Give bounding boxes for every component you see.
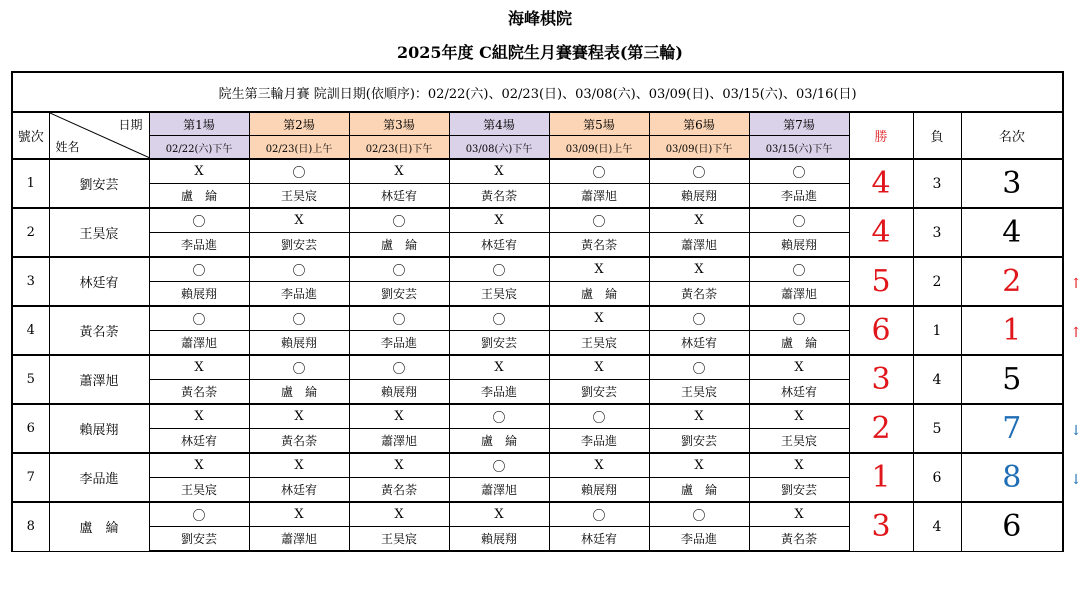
opponent-name: 王昊宸 (449, 282, 549, 307)
opponent-name: 李品進 (649, 527, 749, 552)
wins-count: 3 (849, 502, 913, 551)
result-mark: 〇 (749, 159, 849, 184)
arrow-up-icon: ↑ (1070, 276, 1082, 292)
round-label-6: 第6場 (649, 112, 749, 136)
round-date-1: 02/22(六)下午 (149, 136, 249, 160)
player-number: 4 (12, 306, 49, 355)
opponent-name: 黃名荼 (349, 478, 449, 503)
result-mark: X (649, 208, 749, 233)
opponent-name: 蕭澤旭 (349, 429, 449, 454)
opponent-name: 劉安芸 (149, 527, 249, 552)
opponent-name: 盧 綸 (149, 184, 249, 209)
opponent-name: 王昊宸 (149, 478, 249, 503)
round-date-6: 03/09(日)下午 (649, 136, 749, 160)
opponent-name: 王昊宸 (749, 429, 849, 454)
player-name: 李品進 (49, 453, 149, 502)
rank-value: 5 (961, 355, 1063, 404)
opponent-name: 李品進 (149, 233, 249, 258)
wins-count: 6 (849, 306, 913, 355)
wins-count: 2 (849, 404, 913, 453)
opponent-name: 黃名荼 (449, 184, 549, 209)
opponent-name: 王昊宸 (349, 527, 449, 552)
player-row-4 (12, 306, 1063, 331)
round-label-5: 第5場 (549, 112, 649, 136)
player-number: 5 (12, 355, 49, 404)
player-row-5 (12, 355, 1063, 380)
result-mark: X (649, 453, 749, 478)
info-cell: 院生第三輪月賽 院訓日期(依順序)：02/22(六)、02/23(日)、03/08(六)、03/09(日)、03/15(六)、03/16(日) (12, 72, 1063, 112)
result-mark: 〇 (249, 159, 349, 184)
result-mark: X (449, 159, 549, 184)
rank-value: 8 (961, 453, 1063, 502)
result-mark: X (449, 355, 549, 380)
result-mark: X (149, 404, 249, 429)
name-header-label: 姓名 (55, 140, 80, 154)
result-mark: X (749, 404, 849, 429)
result-mark: 〇 (549, 159, 649, 184)
wins-count: 4 (849, 159, 913, 208)
opponent-name: 賴展翔 (749, 233, 849, 258)
opponent-name: 李品進 (349, 331, 449, 356)
opponent-name: 蕭澤旭 (549, 184, 649, 209)
result-mark: X (349, 159, 449, 184)
opponent-name: 蕭澤旭 (249, 527, 349, 552)
opponent-name: 李品進 (249, 282, 349, 307)
result-mark: X (349, 502, 449, 527)
result-mark: 〇 (649, 355, 749, 380)
opponent-name: 黃名荼 (649, 282, 749, 307)
result-mark: 〇 (449, 453, 549, 478)
opponent-name: 蕭澤旭 (749, 282, 849, 307)
result-mark: 〇 (349, 257, 449, 282)
player-row-3 (12, 257, 1063, 282)
opponent-name: 劉安芸 (349, 282, 449, 307)
result-mark: 〇 (449, 306, 549, 331)
result-mark: 〇 (149, 257, 249, 282)
win-header: 勝 (849, 112, 913, 159)
round-date-4: 03/08(六)下午 (449, 136, 549, 160)
opponent-name: 李品進 (749, 184, 849, 209)
result-mark: 〇 (449, 257, 549, 282)
opponent-name: 蕭澤旭 (649, 233, 749, 258)
opponent-name: 林廷宥 (749, 380, 849, 405)
opponent-name: 李品進 (549, 429, 649, 454)
result-mark: 〇 (549, 208, 649, 233)
wins-count: 5 (849, 257, 913, 306)
round-date-7: 03/15(六)下午 (749, 136, 849, 160)
player-name: 賴展翔 (49, 404, 149, 453)
wins-count: 4 (849, 208, 913, 257)
result-mark: 〇 (249, 355, 349, 380)
round-label-1: 第1場 (149, 112, 249, 136)
rank-value: 2 (961, 257, 1063, 306)
wins-count: 3 (849, 355, 913, 404)
opponent-name: 劉安芸 (749, 478, 849, 503)
opponent-name: 林廷宥 (149, 429, 249, 454)
rank-value: 1 (961, 306, 1063, 355)
result-mark: X (449, 208, 549, 233)
player-row-7 (12, 453, 1063, 478)
losses-count: 2 (913, 257, 961, 306)
round-label-2: 第2場 (249, 112, 349, 136)
result-mark: 〇 (649, 502, 749, 527)
arrow-up-icon: ↑ (1070, 325, 1082, 341)
result-mark: 〇 (749, 306, 849, 331)
opponent-name: 盧 綸 (749, 331, 849, 356)
opponent-name: 劉安芸 (649, 429, 749, 454)
opponent-name: 盧 綸 (649, 478, 749, 503)
player-number: 3 (12, 257, 49, 306)
result-mark: 〇 (249, 306, 349, 331)
rank-value: 3 (961, 159, 1063, 208)
opponent-name: 黃名荼 (149, 380, 249, 405)
player-name: 黃名荼 (49, 306, 149, 355)
player-row-1 (12, 159, 1063, 184)
opponent-name: 賴展翔 (349, 380, 449, 405)
opponent-name: 李品進 (449, 380, 549, 405)
round-date-2: 02/23(日)上午 (249, 136, 349, 160)
result-mark: X (149, 453, 249, 478)
opponent-name: 王昊宸 (649, 380, 749, 405)
result-mark: 〇 (349, 355, 449, 380)
no-header: 號次 (12, 112, 49, 159)
player-name: 王昊宸 (49, 208, 149, 257)
losses-count: 6 (913, 453, 961, 502)
opponent-name: 黃名荼 (549, 233, 649, 258)
opponent-name: 劉安芸 (549, 380, 649, 405)
result-mark: 〇 (549, 404, 649, 429)
opponent-name: 賴展翔 (449, 527, 549, 552)
result-mark: X (649, 257, 749, 282)
result-mark: 〇 (349, 208, 449, 233)
player-row-2 (12, 208, 1063, 233)
player-row-8 (12, 502, 1063, 527)
player-number: 1 (12, 159, 49, 208)
player-name: 盧 綸 (49, 502, 149, 551)
schedule-table (11, 71, 1064, 552)
player-number: 2 (12, 208, 49, 257)
result-mark: X (549, 306, 649, 331)
losses-count: 3 (913, 208, 961, 257)
opponent-name: 劉安芸 (249, 233, 349, 258)
result-mark: 〇 (549, 502, 649, 527)
opponent-name: 林廷宥 (549, 527, 649, 552)
opponent-name: 盧 綸 (449, 429, 549, 454)
arrow-down-icon: ↓ (1070, 423, 1082, 439)
result-mark: X (349, 453, 449, 478)
player-number: 6 (12, 404, 49, 453)
date-header-label: 日期 (118, 118, 143, 132)
opponent-name: 王昊宸 (549, 331, 649, 356)
opponent-name: 賴展翔 (549, 478, 649, 503)
opponent-name: 黃名荼 (749, 527, 849, 552)
round-label-7: 第7場 (749, 112, 849, 136)
result-mark: 〇 (149, 306, 249, 331)
losses-count: 1 (913, 306, 961, 355)
round-label-4: 第4場 (449, 112, 549, 136)
opponent-name: 黃名荼 (249, 429, 349, 454)
opponent-name: 林廷宥 (649, 331, 749, 356)
losses-count: 4 (913, 502, 961, 551)
opponent-name: 林廷宥 (349, 184, 449, 209)
result-mark: X (749, 453, 849, 478)
result-mark: 〇 (749, 208, 849, 233)
rank-value: 6 (961, 502, 1063, 551)
player-number: 8 (12, 502, 49, 551)
opponent-name: 賴展翔 (649, 184, 749, 209)
result-mark: 〇 (649, 306, 749, 331)
player-name: 蕭澤旭 (49, 355, 149, 404)
result-mark: X (249, 208, 349, 233)
opponent-name: 盧 綸 (349, 233, 449, 258)
round-date-3: 02/23(日)下午 (349, 136, 449, 160)
wins-count: 1 (849, 453, 913, 502)
opponent-name: 盧 綸 (549, 282, 649, 307)
opponent-name: 蕭澤旭 (149, 331, 249, 356)
result-mark: X (149, 159, 249, 184)
opponent-name: 賴展翔 (149, 282, 249, 307)
result-mark: X (449, 502, 549, 527)
result-mark: 〇 (149, 208, 249, 233)
result-mark: X (149, 355, 249, 380)
result-mark: X (749, 502, 849, 527)
opponent-name: 林廷宥 (249, 478, 349, 503)
result-mark: X (549, 355, 649, 380)
result-mark: X (549, 453, 649, 478)
losses-count: 4 (913, 355, 961, 404)
result-mark: 〇 (349, 306, 449, 331)
arrow-down-icon: ↓ (1070, 472, 1082, 488)
losses-count: 5 (913, 404, 961, 453)
org-title: 海峰棋院 (507, 9, 572, 28)
losses-count: 3 (913, 159, 961, 208)
opponent-name: 劉安芸 (449, 331, 549, 356)
player-row-6 (12, 404, 1063, 429)
player-number: 7 (12, 453, 49, 502)
schedule-title: 2025年度 C組院生月賽賽程表(第三輪) (397, 43, 683, 62)
result-mark: X (349, 404, 449, 429)
result-mark: 〇 (249, 257, 349, 282)
rank-value: 7 (961, 404, 1063, 453)
rank-value: 4 (961, 208, 1063, 257)
player-name: 劉安芸 (49, 159, 149, 208)
opponent-name: 林廷宥 (449, 233, 549, 258)
result-mark: 〇 (449, 404, 549, 429)
loss-header: 負 (913, 112, 961, 159)
round-label-3: 第3場 (349, 112, 449, 136)
opponent-name: 賴展翔 (249, 331, 349, 356)
opponent-name: 盧 綸 (249, 380, 349, 405)
result-mark: X (649, 404, 749, 429)
player-name: 林廷宥 (49, 257, 149, 306)
round-date-5: 03/09(日)上午 (549, 136, 649, 160)
result-mark: X (249, 502, 349, 527)
date-name-header (49, 112, 149, 159)
result-mark: 〇 (749, 257, 849, 282)
result-mark: X (749, 355, 849, 380)
result-mark: 〇 (649, 159, 749, 184)
result-mark: X (549, 257, 649, 282)
opponent-name: 王昊宸 (249, 184, 349, 209)
result-mark: X (249, 404, 349, 429)
result-mark: 〇 (149, 502, 249, 527)
result-mark: X (249, 453, 349, 478)
rank-header: 名次 (961, 112, 1063, 159)
opponent-name: 蕭澤旭 (449, 478, 549, 503)
